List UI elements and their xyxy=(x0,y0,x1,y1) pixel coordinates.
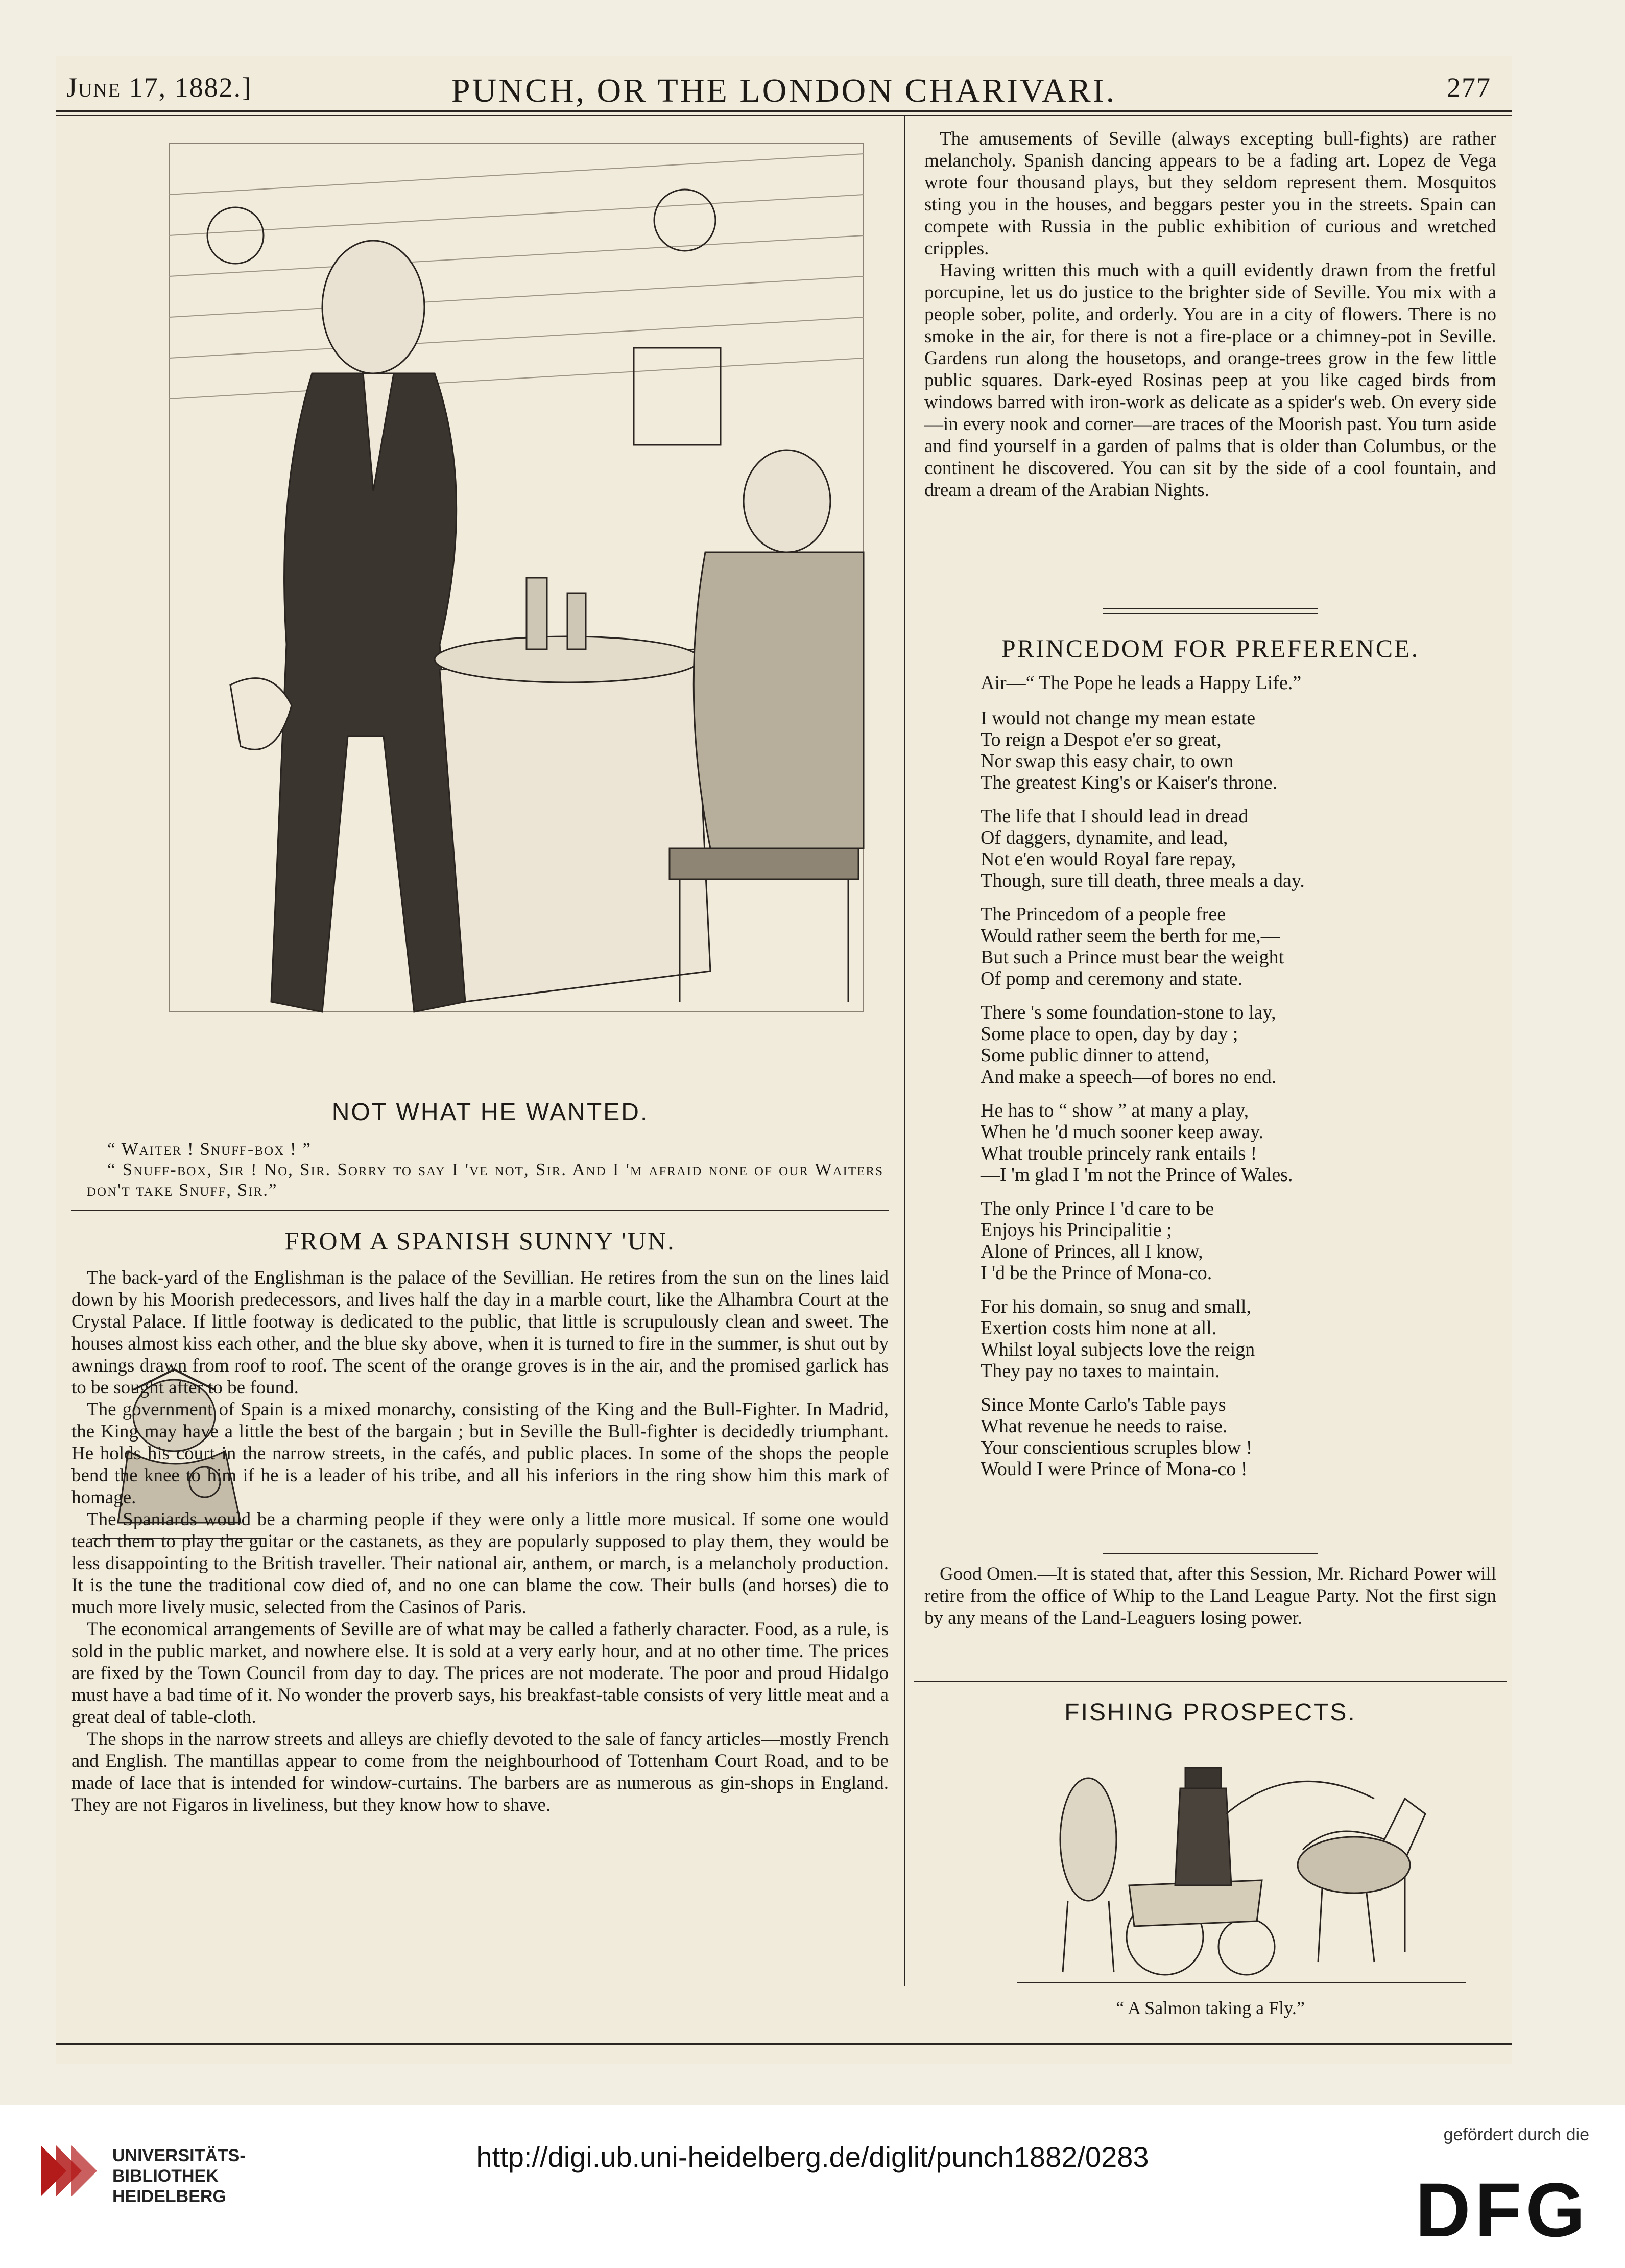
poem-line: I 'd be the Prince of Mona-co. xyxy=(981,1262,1212,1284)
poem-stanza xyxy=(981,1296,1491,1382)
library-name-line: HEIDELBERG xyxy=(112,2187,226,2206)
waiter-cartoon-illustration xyxy=(107,133,874,1104)
poem-line: Some place to open, day by day ; xyxy=(981,1023,1238,1045)
poem-stanza xyxy=(981,806,1491,891)
poem-line: Whilst loyal subjects love the reign xyxy=(981,1339,1255,1360)
article-body xyxy=(71,1267,889,1816)
poem-line: Since Monte Carlo's Table pays xyxy=(981,1394,1226,1415)
page-bottom-rule xyxy=(56,2043,1512,2045)
issue-date: June 17, 1882.] xyxy=(66,72,252,103)
section-rule xyxy=(914,1681,1507,1682)
cartoon1-line2: “ Snuff-box, Sir ! No, Sir. Sorry to say I 've not, Sir. And I 'm afraid none of our Waiters don't take Snuff, Sir.” xyxy=(87,1160,883,1200)
poem-line: Alone of Princes, all I know, xyxy=(981,1241,1203,1262)
poem-line: For his domain, so snug and small, xyxy=(981,1296,1251,1317)
poem-stanza xyxy=(981,1198,1491,1284)
article-title: FROM A SPANISH SUNNY 'UN. xyxy=(284,1226,676,1255)
masthead-title: PUNCH, OR THE LONDON CHARIVARI. xyxy=(451,72,1117,109)
good-omen-text: Good Omen.—It is stated that, after this Session, Mr. Richard Power will retire from the office of Whip to the Land League Party. Not the first sign by any means of the Land-Leaguers losing power. xyxy=(924,1564,1496,1628)
article-paragraph: Having written this much with a quill evidently drawn from the fretful porcupine, let us do justice to the brighter side of Seville. You mix with a people sober, polite, and orderly. You are in a city of flowers. There is no smoke in the air, for there is not a fire-place or a chimney-pot in Seville. Gardens run along the housetops, and orange-trees grow in the few little public squares. Dark-eyed Rosinas peep at you like caged birds from windows barred with iron-work as delicate as a spider's web. On every side—in every nook and corner—are traces of the Moorish past. You turn aside and find yourself in a garden of palms that is older than Columbus, or the continent he discovered. You can sit by the side of a cool fountain, and dream a dream of the Arabian Nights. xyxy=(924,260,1496,501)
poem-line: What revenue he needs to raise. xyxy=(981,1415,1228,1437)
poem-line: Would rather seem the berth for me,— xyxy=(981,925,1280,947)
poem-line: Not e'en would Royal fare repay, xyxy=(981,848,1236,870)
library-name-line: BIBLIOTHEK xyxy=(112,2166,219,2186)
page-number: 277 xyxy=(1447,72,1491,103)
digitization-footer xyxy=(0,2105,1625,2268)
header-rule-thin xyxy=(56,115,1512,116)
poem-line: They pay no taxes to maintain. xyxy=(981,1360,1220,1382)
poem-air: Air—“ The Pope he leads a Happy Life.” xyxy=(981,672,1302,694)
cartoon1-caption xyxy=(87,1139,883,1200)
poem-line: Of pomp and ceremony and state. xyxy=(981,968,1242,989)
poem-stanza xyxy=(981,904,1491,989)
salmon-carriage-illustration xyxy=(1016,1737,1467,1993)
article-paragraph: The government of Spain is a mixed monarchy, consisting of the King and the Bull-Fighter. In Madrid, the King may have a little the best of the bargain ; but in Seville the Bull-fighter is decidedly triumphant. He holds his court in the narrow streets, in the cafés, and public places. In some of the shops the people bend the knee to him if he is a leader of his tribe, and all his inferiors in the ring show him this mark of homage. xyxy=(71,1399,889,1508)
poem-line: There 's some foundation-stone to lay, xyxy=(981,1002,1276,1023)
short-rule xyxy=(1103,613,1318,614)
source-url-link[interactable]: http://digi.ub.uni-heidelberg.de/diglit/punch1882/0283 xyxy=(476,2141,1149,2173)
poem-line: To reign a Despot e'er so great, xyxy=(981,729,1222,750)
good-omen-paragraph xyxy=(924,1563,1496,1629)
poem-line: The Princedom of a people free xyxy=(981,904,1226,925)
poem-line: The only Prince I 'd care to be xyxy=(981,1198,1214,1219)
article-paragraph: The shops in the narrow streets and alleys are chiefly devoted to the sale of fancy articles—mostly French and English. The mantillas appear to come from the neighbourhood of Tottenham Court Road, and to be made of lace that is intended for window-curtains. The barbers are as numerous as gin-shops in England. They are not Figaros in liveliness, but they know how to shave. xyxy=(71,1729,889,1815)
poem-line: The greatest King's or Kaiser's throne. xyxy=(981,772,1278,793)
poem-stanza xyxy=(981,707,1491,793)
column-divider xyxy=(904,116,905,1986)
poem-title: PRINCEDOM FOR PREFERENCE. xyxy=(1001,634,1420,663)
poem-line: The life that I should lead in dread xyxy=(981,806,1249,827)
poem-line: Though, sure till death, three meals a day. xyxy=(981,870,1305,891)
poem-line: When he 'd much sooner keep away. xyxy=(981,1121,1264,1143)
short-rule xyxy=(1103,1553,1318,1554)
poem-line: Enjoys his Principalitie ; xyxy=(981,1219,1172,1241)
article-continued xyxy=(924,128,1496,501)
header-rule xyxy=(56,110,1512,112)
poem-line: Some public dinner to attend, xyxy=(981,1045,1210,1066)
poem-body xyxy=(981,707,1491,1492)
article-paragraph: The Spaniards would be a charming people if they were only a little more musical. If some one would teach them to play the guitar or the castanets, as they are popularly supposed to play them, they would be less disappointing to the British traveller. Their national air, anthem, or march, is a melancholy production. It is the tune the traditional cow died of, and no one can blame the cow. Their bulls (and horses) die to much more lively music, selected from the Casinos of Paris. xyxy=(71,1509,889,1618)
cartoon2-title: FISHING PROSPECTS. xyxy=(1064,1699,1356,1726)
poem-line: And make a speech—of bores no end. xyxy=(981,1066,1277,1088)
short-rule xyxy=(1103,608,1318,609)
poem-line: But such a Prince must bear the weight xyxy=(981,947,1284,968)
poem-line: Of daggers, dynamite, and lead, xyxy=(981,827,1228,848)
poem-line: I would not change my mean estate xyxy=(981,707,1256,729)
poem-line: Your conscientious scruples blow ! xyxy=(981,1437,1253,1458)
dfg-logo: DFG xyxy=(1415,2167,1589,2253)
newspaper-page xyxy=(56,56,1512,2064)
section-rule xyxy=(71,1210,889,1211)
cartoon2-caption: “ A Salmon taking a Fly.” xyxy=(1116,1998,1305,2018)
poem-stanza xyxy=(981,1394,1491,1480)
poem-line: He has to “ show ” at many a play, xyxy=(981,1100,1249,1121)
poem-stanza xyxy=(981,1100,1491,1186)
poem-line: Would I were Prince of Mona-co ! xyxy=(981,1458,1248,1480)
cartoon1-line1: “ Waiter ! Snuff-box ! ” xyxy=(107,1139,312,1159)
article-paragraph: The back-yard of the Englishman is the palace of the Sevillian. He retires from the sun on the lines laid down by his Moorish predecessors, and lives half the day in a marble court, like the Alhambra Court at the Crystal Palace. If little footway is dedicated to the public, that little is scrupulously clean and sweet. The houses almost kiss each other, and the blue sky above, when it is turned to fire in the summer, is shut out by awnings drawn from roof to roof. The scent of the orange groves is in the air, and the promised garlick has to be sought after to be found. xyxy=(71,1267,889,1398)
article-paragraph: The economical arrangements of Seville are of what may be called a fatherly character. Food, as a rule, is sold in the public market, and nowhere else. It is sold at a very early hour, and at no other time. The prices are fixed by the Town Council from day to day. The prices are not moderate. The poor and proud Hidalgo must have a bad time of it. No wonder the proverb says, his breakfast-table consists of very little meat and a great deal of table-cloth. xyxy=(71,1619,889,1728)
poem-stanza xyxy=(981,1002,1491,1088)
article-paragraph: The amusements of Seville (always excepting bull-fights) are rather melancholy. Spanish dancing appears to be a fading art. Lopez de Vega wrote four thousand plays, but they seldom represent them. Mosquitos sting you in the houses, and beggars pester you in the streets. Spain can compete with Russia in the public exhibition of curious and wretched cripples. xyxy=(924,128,1496,259)
poem-line: —I 'm glad I 'm not the Prince of Wales. xyxy=(981,1164,1293,1186)
library-name-line: UNIVERSITÄTS- xyxy=(112,2146,246,2165)
poem-line: Exertion costs him none at all. xyxy=(981,1317,1217,1339)
poem-line: What trouble princely rank entails ! xyxy=(981,1143,1257,1164)
funding-label: gefördert durch die xyxy=(1443,2125,1589,2144)
cartoon1-title: NOT WHAT HE WANTED. xyxy=(331,1099,649,1126)
poem-line: Nor swap this easy chair, to own xyxy=(981,750,1234,772)
